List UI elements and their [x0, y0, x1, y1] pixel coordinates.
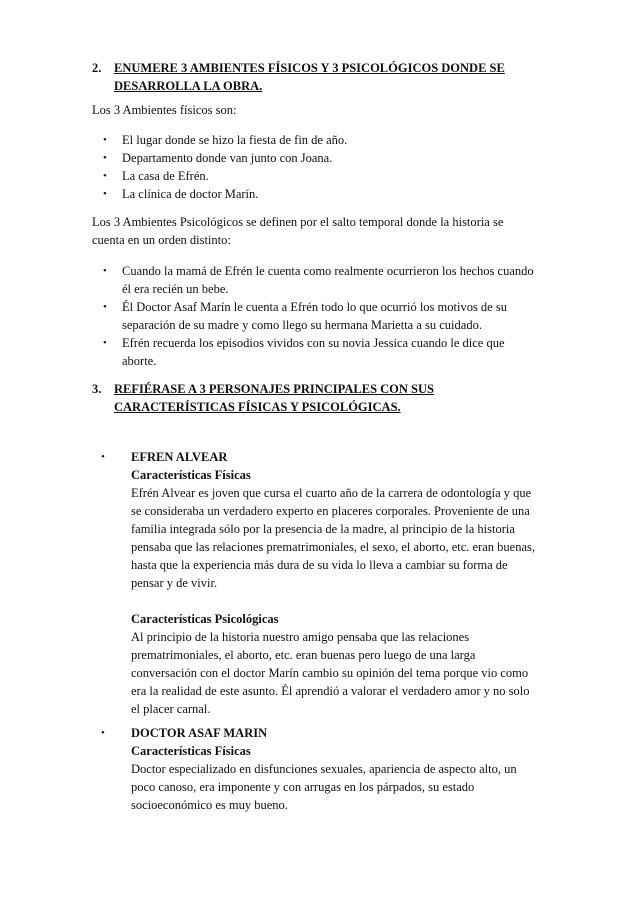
section-2-heading — [92, 59, 562, 95]
section-3-title-line1: REFIÉRASE A 3 PERSONAJES PRINCIPALES CON SUS — [114, 382, 434, 396]
section-2-title-line1: ENUMERE 3 AMBIENTES FÍSICOS Y 3 PSICOLÓGICOS DONDE SE — [114, 61, 505, 75]
fisicas-label: Características Físicas — [131, 744, 251, 758]
personaje-name: EFREN ALVEAR — [131, 450, 228, 464]
bullet-icon: • — [103, 188, 107, 200]
section-2-number: 2. — [92, 61, 102, 75]
psicologicos-intro: Los 3 Ambientes Psicológicos se definen por el salto temporal donde la historia se cuenta en un orden distinto: — [92, 215, 504, 247]
bullet-icon: • — [103, 301, 107, 313]
list-item: • Efrén recuerda los episodios vividos con su novia Jessica cuando le dice que aborte. — [103, 336, 505, 368]
list-item: • El lugar donde se hizo la fiesta de fin de año. — [103, 133, 348, 147]
list-item: • Él Doctor Asaf Marín le cuenta a Efrén todo lo que ocurrió los motivos de su separación de su madre y como llego su hermana Marietta a su cuidado. — [103, 300, 507, 332]
psicologicos-list — [103, 262, 553, 370]
section-3-title-line2: CARACTERÍSTICAS FÍSICAS Y PSICOLÓGICAS. — [114, 400, 401, 414]
fisicas-text: Doctor especializado en disfunciones sexuales, apariencia de aspecto alto, un poco canoso, era imponente y con arrugas en los párpados, su estado socioeconómico es muy bueno. — [131, 762, 517, 812]
fisicas-text: Efrén Alvear es joven que cursa el cuarto año de la carrera de odontología y que se consideraba un verdadero experto en placeres corporales. Proveniente de una familia integrada sólo por la presencia de la madre, al principio de la historia pensaba que las relaciones prematrimoniales, el sexo, el aborto, etc. eran buenas, hasta que la experiencia más dura de su vida lo lleva a cambiar su forma de pensar y de vivir. — [131, 486, 536, 590]
fisicos-intro: Los 3 Ambientes físicos son: — [92, 103, 237, 117]
bullet-icon: • — [103, 337, 107, 349]
bullet-icon: • — [103, 134, 107, 146]
bullet-icon: • — [103, 170, 107, 182]
bullet-icon: • — [103, 152, 107, 164]
psicologicas-label: Características Psicológicas — [131, 612, 279, 626]
section-3-heading — [92, 380, 562, 416]
bullet-icon: • — [101, 727, 105, 739]
list-item: • Cuando la mamá de Efrén le cuenta como realmente ocurrieron los hechos cuando él era recién un bebe. — [103, 264, 534, 296]
section-2-title-line2: DESARROLLA LA OBRA. — [114, 79, 263, 93]
list-item: • Departamento donde van junto con Joana. — [103, 151, 333, 165]
bullet-icon: • — [103, 265, 107, 277]
fisicos-list — [103, 131, 543, 203]
list-item: • La clínica de doctor Marín. — [103, 187, 259, 201]
section-3-number: 3. — [92, 382, 102, 396]
bullet-icon: • — [101, 451, 105, 463]
psicologicas-text: Al principio de la historia nuestro amigo pensaba que las relaciones prematrimoniales, el aborto, etc. eran buenas pero luego de una larga conversación con el doctor Marín cambio su opinión del tema porque vio como era la realidad de este asunto. Él aprendió a valorar el verdadero amor y no solo el placer carnal. — [131, 630, 530, 716]
list-item: • La casa de Efrén. — [103, 169, 209, 183]
personaje-asaf-marin — [101, 724, 561, 814]
fisicas-label: Características Físicas — [131, 468, 251, 482]
personaje-name: DOCTOR ASAF MARIN — [131, 726, 268, 740]
personaje-efren — [101, 448, 561, 718]
